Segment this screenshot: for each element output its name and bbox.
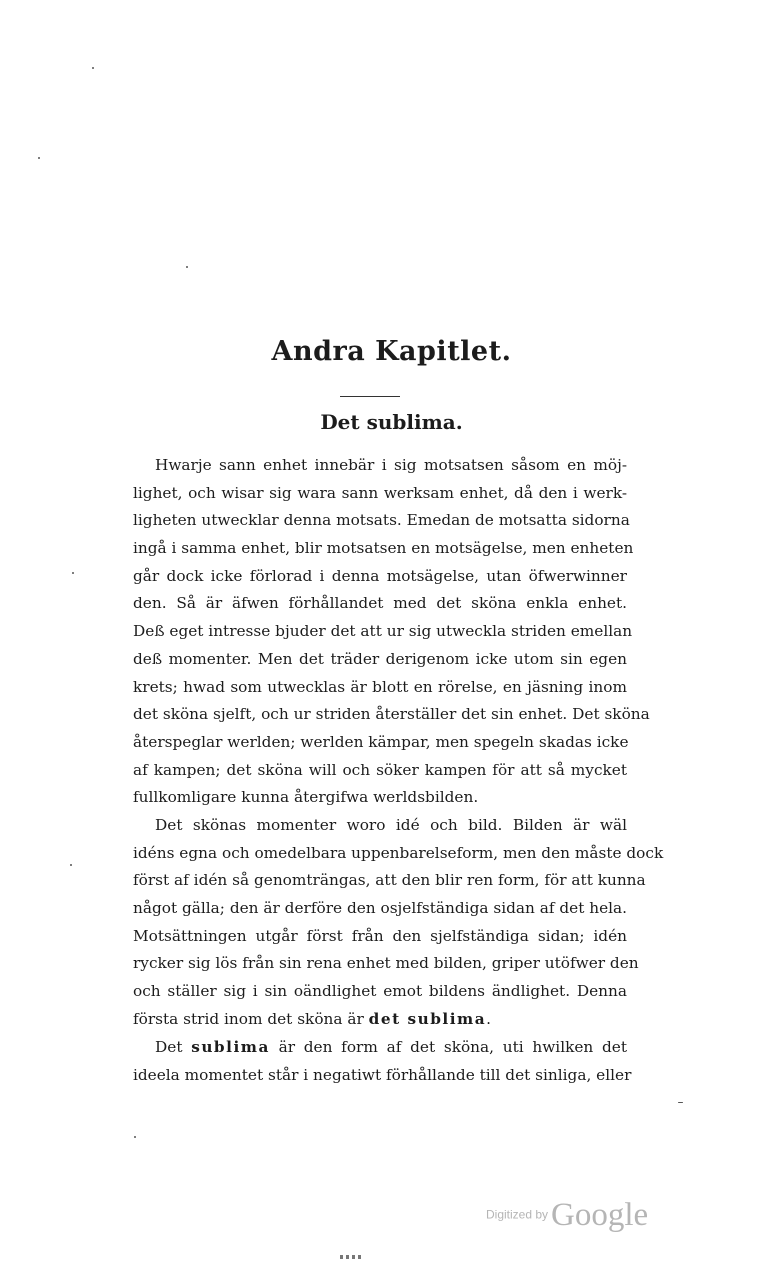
text-run: första strid inom det sköna är <box>133 1009 369 1028</box>
scan-speck <box>134 1136 136 1138</box>
text-line: ideela momentet står i negatiwt förhållande till det sinliga, eller <box>133 1065 632 1084</box>
text-line: lighet, och wisar sig wara sann werksam enhet, då den i werk- <box>133 483 627 502</box>
scan-speck <box>72 572 74 574</box>
text-line: Motsättningen utgår först från den sjelfständiga sidan; idén <box>133 926 627 945</box>
emphasis-term: sublima <box>191 1038 270 1056</box>
scan-speck <box>70 864 72 866</box>
paragraph-2 <box>133 812 664 1034</box>
text-line: ligheten utwecklar denna motsats. Emedan de motsatta sidorna <box>133 511 630 530</box>
text-line: ingå i samma enhet, blir motsatsen en motsägelse, men enheten <box>133 539 634 558</box>
text-line: af kampen; det sköna will och söker kampen för att så mycket <box>133 760 627 779</box>
watermark-prefix: Digitized by <box>486 1207 549 1222</box>
emphasis-term: det sublima <box>368 1009 487 1028</box>
text-line: återspeglar werlden; werlden kämpar, men spegeln skadas icke <box>133 732 629 751</box>
paragraph-3 <box>133 1034 632 1089</box>
section-title: Det sublima. <box>320 410 463 434</box>
chapter-title: Andra Kapitlet. <box>271 336 512 367</box>
text-line <box>133 1034 627 1062</box>
text-line: rycker sig lös från sin rena enhet med bilden, griper utöfwer den <box>133 954 639 973</box>
text-run: är den form af det sköna, uti hwilken det <box>269 1038 627 1056</box>
scan-speck <box>92 67 94 69</box>
text-line: deß momenter. Men det träder derigenom icke utom sin egen <box>133 649 627 668</box>
text-line: Hwarje sann enhet innebär i sig motsatsen såsom en möj- <box>155 456 627 474</box>
scan-speck <box>678 1102 683 1103</box>
chapter-divider <box>340 396 400 397</box>
text-line: går dock icke förlorad i denna motsägelse, utan öfwerwinner <box>133 566 627 585</box>
text-run: . <box>486 1009 491 1028</box>
text-line: den. Så är äfwen förhållandet med det sköna enkla enhet. <box>133 594 627 613</box>
text-line: först af idén så genomträngas, att den blir ren form, för att kunna <box>133 871 646 890</box>
text-line: och ställer sig i sin oändlighet emot bildens ändlighet. Denna <box>133 982 627 1001</box>
scan-speck <box>38 157 40 159</box>
text-run: Det <box>155 1038 192 1056</box>
page-foot-marks <box>340 1244 370 1250</box>
text-line: det sköna sjelft, och ur striden återställer det sin enhet. Det sköna <box>133 705 650 724</box>
text-line: krets; hwad som utwecklas är blott en rörelse, en jäsning inom <box>133 677 627 696</box>
scan-speck <box>186 266 188 268</box>
paragraph-1 <box>133 452 650 812</box>
google-logo: Google <box>551 1196 649 1233</box>
digitized-watermark <box>486 1194 648 1234</box>
text-line: Det skönas momenter woro idé och bild. Bilden är wäl <box>155 816 627 834</box>
text-line: idéns egna och omedelbara uppenbarelseform, men den måste dock <box>133 843 664 862</box>
text-line: något gälla; den är derföre den osjelfständiga sidan af det hela. <box>133 899 627 918</box>
text-line <box>133 1006 627 1034</box>
text-line: fullkomligare kunna återgifwa werldsbilden. <box>133 788 479 807</box>
text-line: Deß eget intresse bjuder det att ur sig utweckla striden emellan <box>133 622 633 641</box>
